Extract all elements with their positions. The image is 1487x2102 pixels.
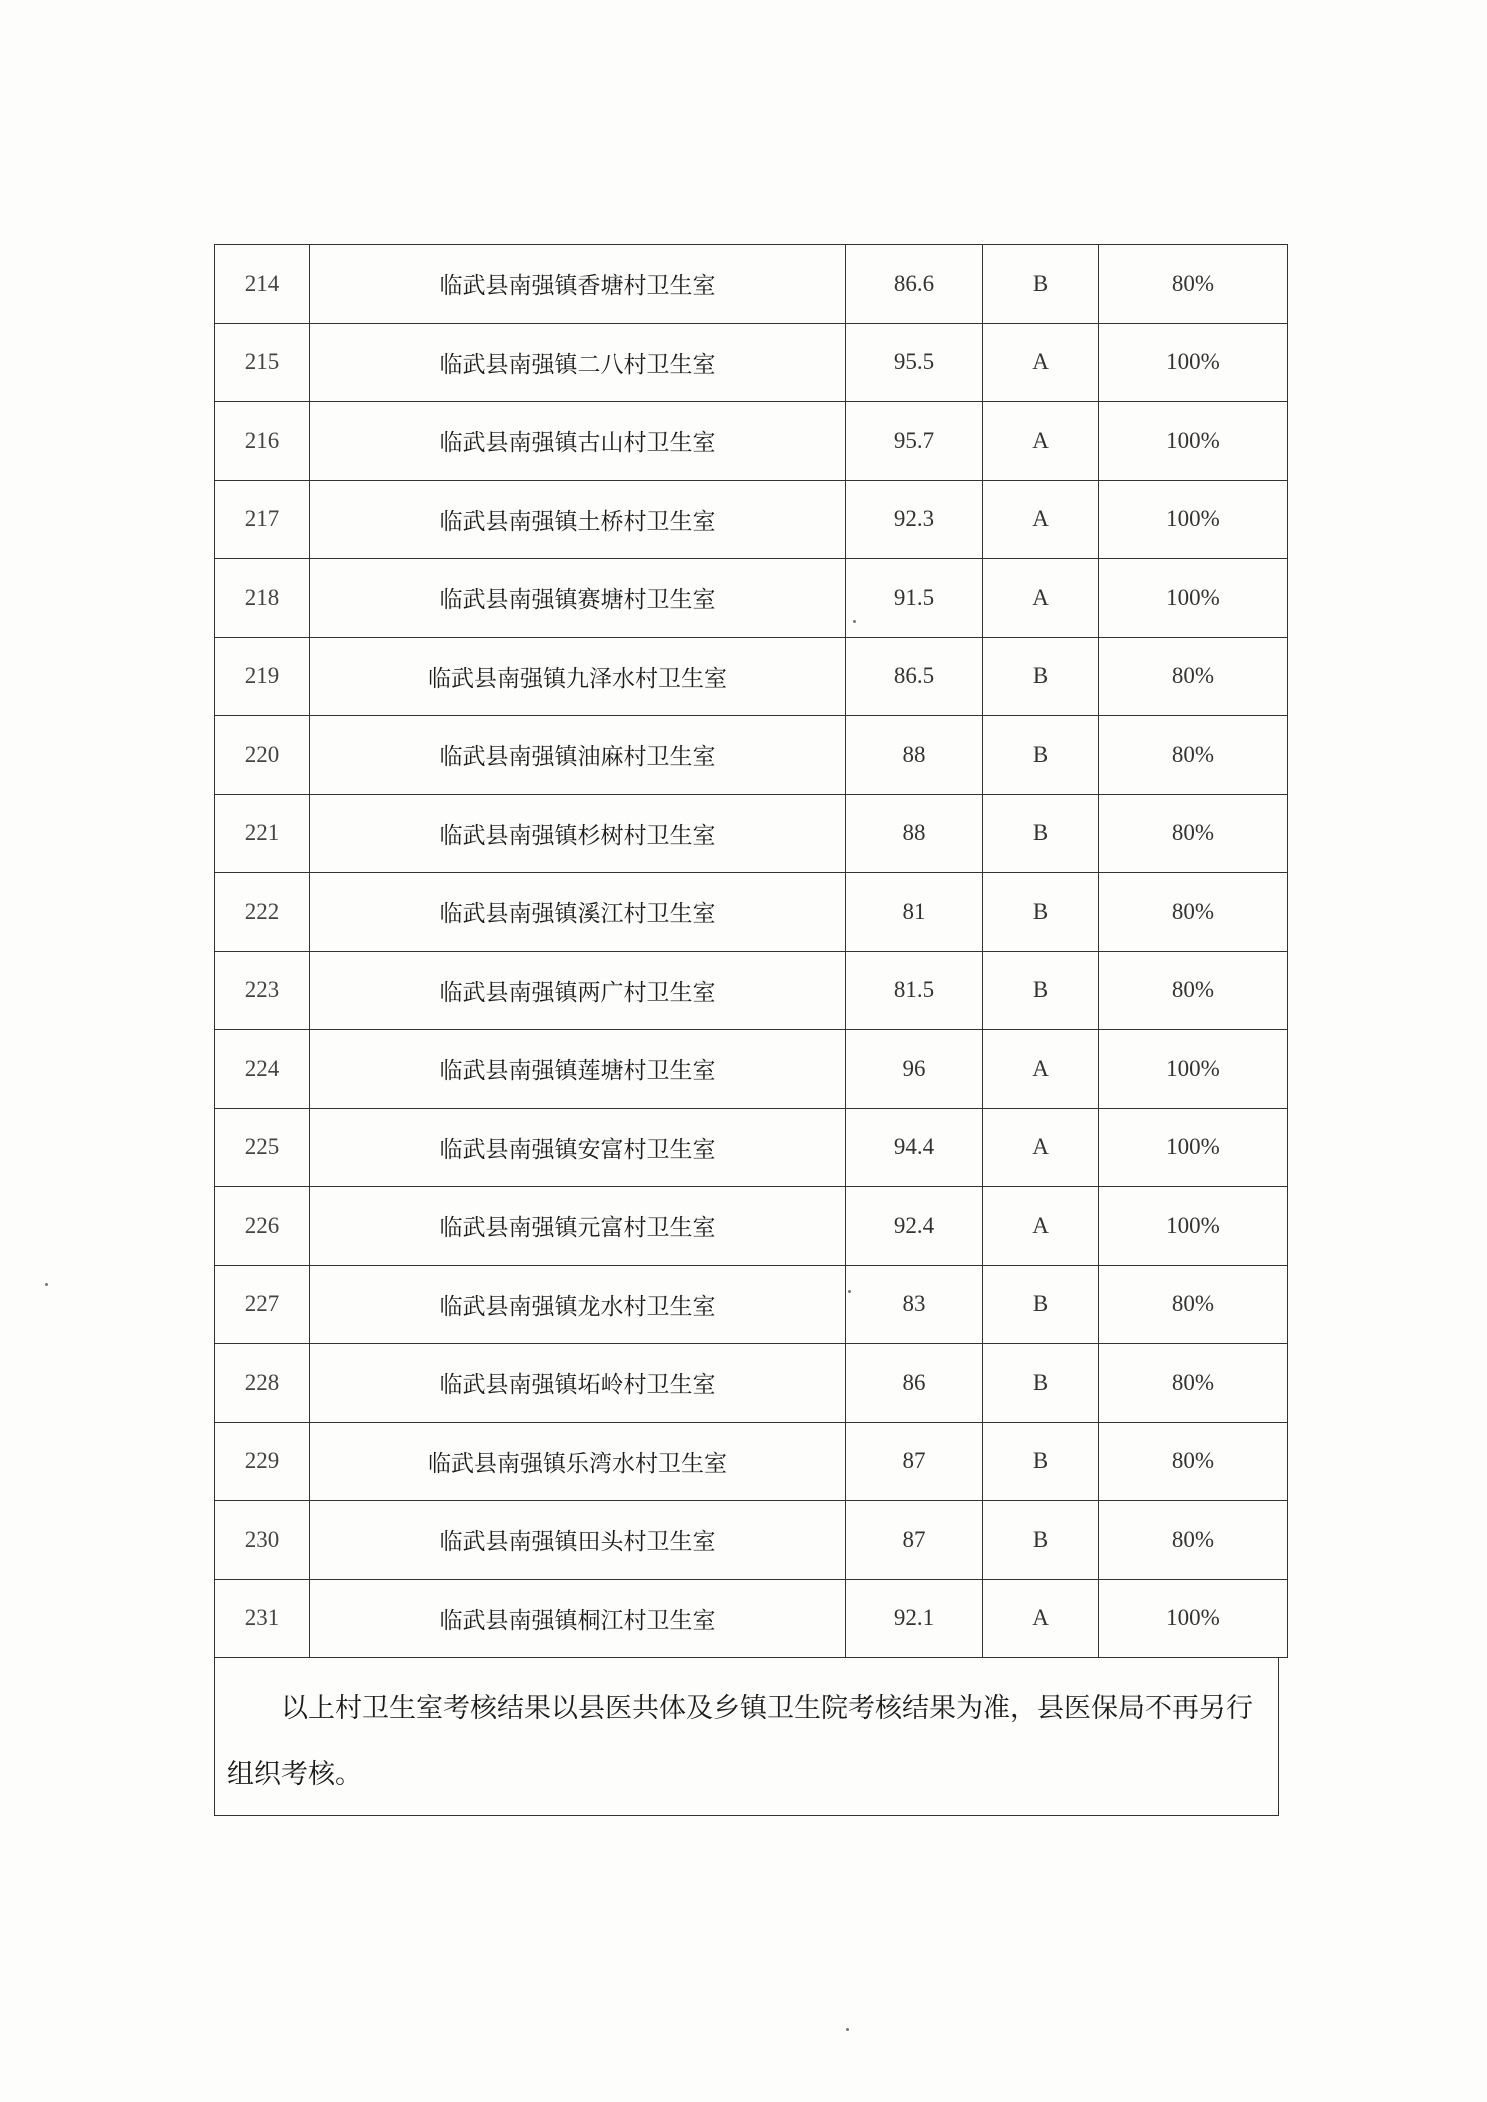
assessment-table-wrapper: [214, 244, 1282, 1816]
row-number: 226: [215, 1187, 310, 1266]
payment-ratio: 100%: [1099, 323, 1288, 402]
payment-ratio: 100%: [1099, 1108, 1288, 1187]
table-row: [215, 245, 1288, 324]
row-number: 214: [215, 245, 310, 324]
table-row: [215, 1108, 1288, 1187]
grade: A: [983, 1187, 1099, 1266]
row-number: 223: [215, 951, 310, 1030]
row-number: 222: [215, 873, 310, 952]
grade: A: [983, 1579, 1099, 1658]
payment-ratio: 80%: [1099, 637, 1288, 716]
clinic-name: 临武县南强镇乐湾水村卫生室: [310, 1422, 846, 1501]
grade: B: [983, 794, 1099, 873]
payment-ratio: 100%: [1099, 402, 1288, 481]
payment-ratio: 80%: [1099, 1422, 1288, 1501]
score: 92.4: [846, 1187, 983, 1266]
clinic-name: 临武县南强镇溪江村卫生室: [310, 873, 846, 952]
clinic-name: 临武县南强镇元富村卫生室: [310, 1187, 846, 1266]
table-row: [215, 794, 1288, 873]
table-row: [215, 716, 1288, 795]
clinic-name: 临武县南强镇莲塘村卫生室: [310, 1030, 846, 1109]
clinic-name: 临武县南强镇赛塘村卫生室: [310, 559, 846, 638]
table-row: [215, 1265, 1288, 1344]
clinic-name: 临武县南强镇田头村卫生室: [310, 1501, 846, 1580]
row-number: 218: [215, 559, 310, 638]
footnote: [214, 1658, 1279, 1816]
clinic-name: 临武县南强镇古山村卫生室: [310, 402, 846, 481]
row-number: 221: [215, 794, 310, 873]
score: 88: [846, 716, 983, 795]
payment-ratio: 80%: [1099, 873, 1288, 952]
clinic-name: 临武县南强镇香塘村卫生室: [310, 245, 846, 324]
payment-ratio: 80%: [1099, 951, 1288, 1030]
grade: A: [983, 1108, 1099, 1187]
score: 87: [846, 1422, 983, 1501]
row-number: 227: [215, 1265, 310, 1344]
table-row: [215, 1344, 1288, 1423]
grade: B: [983, 637, 1099, 716]
scan-speck: [848, 1290, 851, 1293]
payment-ratio: 80%: [1099, 1501, 1288, 1580]
grade: B: [983, 951, 1099, 1030]
grade: A: [983, 323, 1099, 402]
row-number: 217: [215, 480, 310, 559]
table-row: [215, 1422, 1288, 1501]
scan-speck: [853, 620, 856, 623]
clinic-name: 临武县南强镇安富村卫生室: [310, 1108, 846, 1187]
payment-ratio: 80%: [1099, 1344, 1288, 1423]
score: 91.5: [846, 559, 983, 638]
assessment-table: [214, 244, 1288, 1658]
clinic-name: 临武县南强镇杉树村卫生室: [310, 794, 846, 873]
row-number: 230: [215, 1501, 310, 1580]
clinic-name: 临武县南强镇油麻村卫生室: [310, 716, 846, 795]
grade: B: [983, 245, 1099, 324]
score: 92.1: [846, 1579, 983, 1658]
payment-ratio: 80%: [1099, 245, 1288, 324]
score: 83: [846, 1265, 983, 1344]
grade: A: [983, 480, 1099, 559]
grade: B: [983, 1265, 1099, 1344]
payment-ratio: 100%: [1099, 1187, 1288, 1266]
score: 88: [846, 794, 983, 873]
score: 86.5: [846, 637, 983, 716]
payment-ratio: 80%: [1099, 1265, 1288, 1344]
score: 92.3: [846, 480, 983, 559]
score: 81.5: [846, 951, 983, 1030]
table-row: [215, 637, 1288, 716]
grade: B: [983, 873, 1099, 952]
clinic-name: 临武县南强镇土桥村卫生室: [310, 480, 846, 559]
grade: A: [983, 559, 1099, 638]
row-number: 219: [215, 637, 310, 716]
clinic-name: 临武县南强镇坧岭村卫生室: [310, 1344, 846, 1423]
table-row: [215, 480, 1288, 559]
payment-ratio: 80%: [1099, 794, 1288, 873]
score: 95.7: [846, 402, 983, 481]
grade: B: [983, 1501, 1099, 1580]
score: 86: [846, 1344, 983, 1423]
table-body: [215, 245, 1288, 1658]
grade: B: [983, 716, 1099, 795]
score: 95.5: [846, 323, 983, 402]
payment-ratio: 100%: [1099, 559, 1288, 638]
clinic-name: 临武县南强镇二八村卫生室: [310, 323, 846, 402]
scan-speck: [45, 1283, 48, 1286]
row-number: 220: [215, 716, 310, 795]
payment-ratio: 100%: [1099, 480, 1288, 559]
score: 94.4: [846, 1108, 983, 1187]
clinic-name: 临武县南强镇桐江村卫生室: [310, 1579, 846, 1658]
grade: A: [983, 1030, 1099, 1109]
table-row: [215, 951, 1288, 1030]
grade: B: [983, 1422, 1099, 1501]
row-number: 224: [215, 1030, 310, 1109]
payment-ratio: 80%: [1099, 716, 1288, 795]
payment-ratio: 100%: [1099, 1579, 1288, 1658]
footnote-text: 以上村卫生室考核结果以县医共体及乡镇卫生院考核结果为准，县医保局不再另行组织考核。: [227, 1693, 1253, 1790]
row-number: 216: [215, 402, 310, 481]
row-number: 231: [215, 1579, 310, 1658]
table-row: [215, 1187, 1288, 1266]
row-number: 225: [215, 1108, 310, 1187]
scan-speck: [846, 2028, 849, 2031]
table-row: [215, 402, 1288, 481]
table-row: [215, 1501, 1288, 1580]
table-row: [215, 873, 1288, 952]
row-number: 229: [215, 1422, 310, 1501]
grade: B: [983, 1344, 1099, 1423]
score: 86.6: [846, 245, 983, 324]
payment-ratio: 100%: [1099, 1030, 1288, 1109]
table-row: [215, 323, 1288, 402]
clinic-name: 临武县南强镇九泽水村卫生室: [310, 637, 846, 716]
clinic-name: 临武县南强镇两广村卫生室: [310, 951, 846, 1030]
score: 96: [846, 1030, 983, 1109]
score: 81: [846, 873, 983, 952]
table-row: [215, 559, 1288, 638]
row-number: 215: [215, 323, 310, 402]
clinic-name: 临武县南强镇龙水村卫生室: [310, 1265, 846, 1344]
row-number: 228: [215, 1344, 310, 1423]
table-row: [215, 1579, 1288, 1658]
score: 87: [846, 1501, 983, 1580]
table-row: [215, 1030, 1288, 1109]
grade: A: [983, 402, 1099, 481]
